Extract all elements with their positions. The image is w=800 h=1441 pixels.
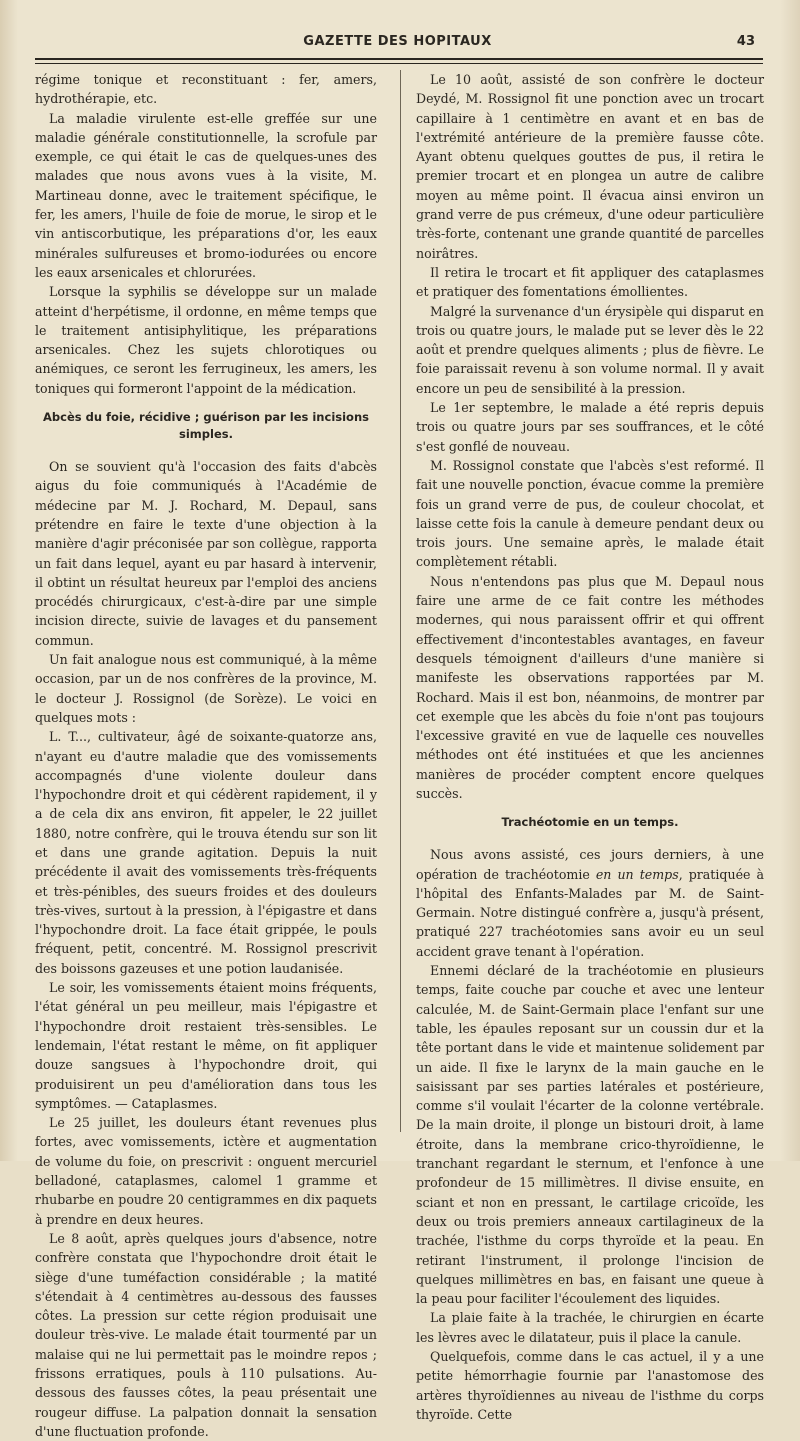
paragraph: Il retira le trocart et fit appliquer des cataplasmes et pratiquer des fomentations émollientes. — [416, 264, 764, 300]
italic-text-run: en un temps — [595, 866, 679, 882]
paragraph: M. Rossignol constate que l'abcès s'est reformé. Il fait une nouvelle ponction, évacue comme la première fois un grand verre de pus, de couleur chocolat, et laisse cette fois la canule à demeure pendant deux ou trois jours. Une semaine après, le malade était complètement rétabli. — [416, 457, 764, 570]
journal-title: GAZETTE DES HOPITAUX — [303, 34, 492, 49]
left-column — [35, 70, 377, 1441]
paragraph: Ennemi déclaré de la trachéotomie en plusieurs temps, faite couche par couche et avec une lenteur calculée, M. de Saint-Germain place l'enfant sur une table, les épaules reposant sur un coussin dur et la tête portant dans le vide et maintenue solidement par un aide. Il fixe le larynx de la main gauche en le saisissant par ses parties latérales et postérieure, comme s'il voulait l'écarter de la colonne vertébrale. De la main droite, il plonge un bistouri droit, à lame étroite, dans la membrane crico-thyroïdienne, le tranchant regardant le sternum, et l'enfonce à une profondeur de 15 millimètres. Il divise ensuite, en sciant et non en pressant, le cartilage cricoïde, les deux ou trois premiers anneaux cartilagineux de la trachée, l'isthme du corps thyroïde et la peau. En retirant l'instrument, il prolonge l'incision de quelques millimètres en bas, en faisant une queue à la peau pour faciliter l'écoulement des liquides. — [416, 963, 764, 1307]
paragraph: Le soir, les vomissements étaient moins fréquents, l'état général un peu meilleur, mais l'épigastre et l'hypochondre droit restaient très-sensibles. Le lendemain, l'état restant le même, on fit appliquer douze sangsues à l'hypochondre droit, qui produisirent un peu d'amélioration dans tous les symptômes. — Cataplasmes. — [35, 980, 377, 1111]
paragraph: La plaie faite à la trachée, le chirurgien en écarte les lèvres avec le dilatateur, puis il place la canule. — [416, 1310, 764, 1345]
page-header — [30, 34, 765, 56]
paragraph: Lorsque la syphilis se développe sur un malade atteint d'herpétisme, il ordonne, en même temps que le traitement antisiphylitique, les préparations arsenicales. Chez les sujets chlorotiques ou anémiques, ce seront les ferrugineux, les amers, les toniques qui formeront l'appoint de la médication. — [35, 284, 377, 396]
paragraph: Le 8 août, après quelques jours d'absence, notre confrère constata que l'hypochondre droit était le siège d'une tuméfaction considérable ; la matité s'étendait à 4 centimètres au-dessous des fausses côtes. La pression sur cette région produisait une douleur très-vive. Le malade était tourmenté par un malaise qui ne lui permettait pas le moindre repos ; frissons erratiques, pouls à 110 pulsations. Au-dessous des fausses côtes, la peau présentait une rougeur diffuse. La palpation donnait la sensation d'une fluctuation profonde. — [35, 1230, 377, 1439]
section-title-liver-abscess: Abcès du foie, récidive ; guérison par les incisions simples. — [43, 410, 369, 442]
paragraph: Quelquefois, comme dans le cas actuel, il y a une petite hémorrhagie fournie par l'anastomose des artères thyroïdiennes au niveau de l'isthme du corps thyroïde. Cette — [416, 1349, 764, 1422]
paragraph: La maladie virulente est-elle greffée sur une maladie générale constitutionnelle, la scrofule par exemple, ce qui était le cas de quelques-unes des malades que nous avons vues à la visite, M. Martineau donne, avec le traitement spécifique, le fer, les amers, l'huile de foie de morue, le sirop et le vin antiscorbutique, les préparations d'or, les eaux minérales sulfureuses et bromo-iodurées ou encore les eaux arsenicales et chlorurées. — [35, 110, 377, 280]
text-run: Nous avons assisté, ces jours derniers, à une opération de trachéotomie — [416, 847, 764, 882]
right-column — [416, 70, 764, 1424]
paragraph: régime tonique et reconstituant : fer, amers, hydrothérapie, etc. — [35, 72, 377, 107]
paragraph: Le 1er septembre, le malade a été repris depuis trois ou quatre jours par ses souffrances, et le côté s'est gonflé de nouveau. — [416, 400, 764, 454]
column-divider — [400, 70, 401, 1132]
text-run: , pratiquée à l'hôpital des Enfants-Malades par M. de Saint-Germain. Notre distingué confrère a, jusqu'à présent, pratiqué 227 trachéotomies sans avoir eu un seul accident grave tenant à l'opération. — [416, 866, 765, 959]
section-title-tracheotomy: Trachéotomie en un temps. — [501, 815, 679, 830]
paragraph: Un fait analogue nous est communiqué, à la même occasion, par un de nos confrères de la province, M. le docteur J. Rossignol (de Sorèze). Le voici en quelques mots : — [35, 652, 377, 725]
paragraph: L. T..., cultivateur, âgé de soixante-quatorze ans, n'ayant eu d'autre maladie que des vomissements accompagnés d'une violente douleur dans l'hypochondre droit et qui cédèrent rapidement, il y a de cela dix ans environ, fit appeler, le 22 juillet 1880, notre confrère, qui le trouva étendu sur son lit et dans une grande agitation. Depuis la nuit précédente il avait des vomissements très-fréquents et très-pénibles, des sueurs froides et des douleurs très-vives, surtout à la pression, à l'épigastre et dans l'hypochondre droit. La face était grippée, le pouls fréquent, petit, concentré. M. Rossignol prescrivit des boissons gazeuses et une potion laudanisée. — [35, 729, 377, 976]
paragraph: Le 10 août, assisté de son confrère le docteur Deydé, M. Rossignol fit une ponction avec un trocart capillaire à 1 centimètre en avant et en bas de l'extrémité antérieure de la première fausse côte. Ayant obtenu quelques gouttes de pus, il retira le premier trocart et en plongea un autre de calibre moyen au même point. Il évacua ainsi environ un grand verre de pus crémeux, d'une odeur particulière très-forte, contenant une grande quantité de parcelles noirâtres. — [416, 72, 764, 261]
paragraph: On se souvient qu'à l'occasion des faits d'abcès aigus du foie communiqués à l'Académie de médecine par M. J. Rochard, M. Depaul, sans prétendre en faire le texte d'une objection à la manière d'agir préconisée par son collègue, rapporta un fait dans lequel, ayant eu par hasard à intervenir, il obtint un résultat heureux par l'emploi des anciens procédés chirurgicaux, c'est-à-dire par une simple incision directe, suivie de lavages et du pansement commun. — [35, 459, 377, 648]
paragraph: Malgré la survenance d'un érysipèle qui disparut en trois ou quatre jours, le malade put se lever dès le 22 août et prendre quelques aliments ; plus de fièvre. Le foie paraissait revenu à son volume normal. Il y avait encore un peu de sensibilité à la pression. — [416, 303, 764, 396]
paragraph: Nous n'entendons pas plus que M. Depaul nous faire une arme de ce fait contre les méthodes modernes, qui nous paraissent offrir et qui offrent effectivement d'incontestables avantages, en faveur desquels témoignent d'ailleurs d'une manière si manifeste les observations rapportées par M. Rochard. Mais il est bon, néanmoins, de montrer par cet exemple que les abcès du foie n'ont pas toujours l'excessive gravité en vue de laquelle ces nouvelles méthodes ont été instituées et que les anciennes manières de procéder comptent encore quelques succès. — [416, 573, 764, 801]
paragraph — [416, 845, 764, 961]
paragraph: Le 25 juillet, les douleurs étant revenues plus fortes, avec vomissements, ictère et augmentation de volume du foie, on prescrivit : onguent mercuriel belladoné, cataplasmes, calomel 1 gramme et rhubarbe en poudre 20 centigrammes en dix paquets à prendre en deux heures. — [35, 1115, 377, 1227]
header-rule — [35, 58, 763, 64]
page-number: 43 — [736, 34, 755, 49]
